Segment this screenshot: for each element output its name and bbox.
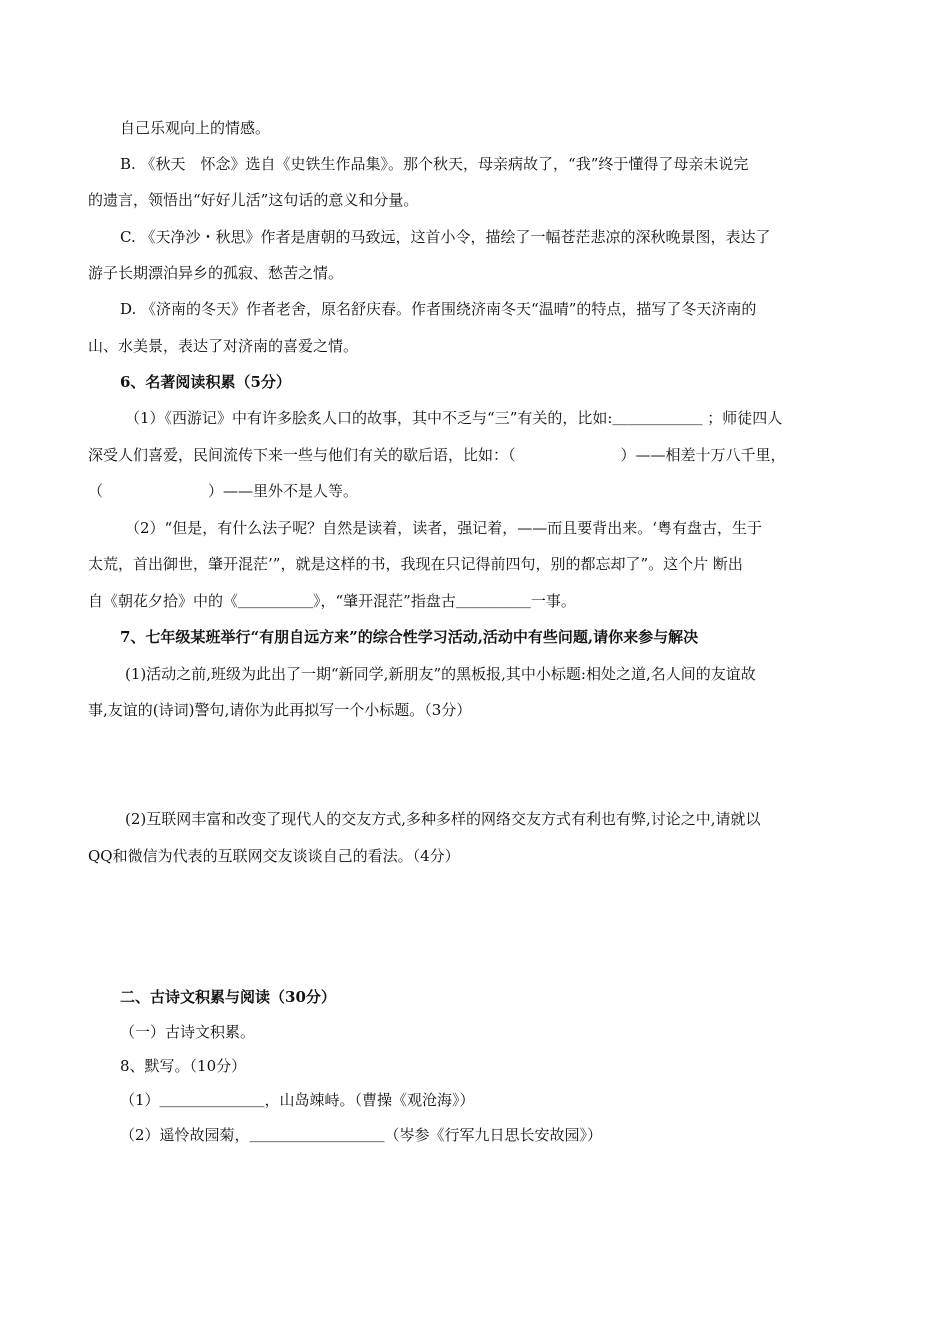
q8-item-2: （2）遥怜故园菊，＿＿＿＿＿＿＿＿＿（岑参《行军九日思长安故园》） [120,1126,603,1144]
question-8-title: 8、默写。（10分） [120,1057,247,1075]
q7-part2-line2: QQ和微信为代表的互联网交友谈谈自己的看法。（4分） [88,847,460,865]
option-b-line2: 的遗言，领悟出“好好儿活”这句话的意义和分量。 [88,191,419,209]
option-c-line2: 游子长期漂泊异乡的孤寂、愁苦之情。 [88,264,344,282]
question-6-title: 6、名著阅读积累（5分） [120,373,291,391]
question-7-title: 7、七年级某班举行“有朋自远方来”的综合性学习活动,活动中有些问题,请你来参与解决 [120,628,699,646]
option-b-line1: B. 《秋天 怀念》选自《史铁生作品集》。那个秋天，母亲病故了，“我”终于懂得了母亲未说完 [120,155,749,173]
option-c-line1: C. 《天净沙・秋思》作者是唐朝的马致远，这首小令，描绘了一幅苍茫悲凉的深秋晚景图，表达了 [120,228,771,246]
option-a-tail: 自己乐观向上的情感。 [120,119,271,137]
option-d-line2: 山、水美景，表达了对济南的喜爱之情。 [88,337,359,355]
section-2-subtitle: （一）古诗文积累。 [120,1023,256,1041]
option-d-line1: D. 《济南的冬天》作者老舍，原名舒庆春。作者围绕济南冬天“温晴”的特点，描写了冬天济南的 [120,300,757,318]
q6-part2-line3: 自《朝花夕拾》中的《＿＿＿＿＿》，“肇开混茫”指盘古＿＿＿＿＿一事。 [88,592,576,610]
q7-part1-line2: 事,友谊的(诗词)警句,请你为此再拟写一个小标题。（3分） [88,701,472,719]
q6-part2-line2: 太荒，首出御世，肇开混茫’”，就是这样的书，我现在只记得前四句，别的都忘却了”。这个片 断出 [88,555,743,573]
q6-part1-line1: （1）《西游记》中有许多脍炙人口的故事，其中不乏与“三”有关的，比如:＿＿＿＿＿＿ ；师徒四人 [125,409,783,427]
q6-part1-line3: （ ）——里外不是人等。 [88,482,359,500]
q7-part1-line1: (1)活动之前,班级为此出了一期“新同学,新朋友”的黑板报,其中小标题:相处之道,名人间的友谊故 [125,665,756,683]
q6-part1-line2: 深受人们喜爱，民间流传下来一些与他们有关的歇后语，比如：（ ）——相差十万八千里， [88,446,786,464]
q6-part2-line1: （2）“但是，有什么法子呢？自然是读着，读者，强记着，——而且要背出来。‘粤有盘古，生于 [125,519,762,537]
q7-part2-line1: (2)互联网丰富和改变了现代人的交友方式,多种多样的网络交友方式有利也有弊,讨论之中,请就以 [125,810,761,828]
q8-item-1: （1）＿＿＿＿＿＿＿，山岛竦峙。（曹操《观沧海》） [120,1091,475,1109]
section-2-title: 二、古诗文积累与阅读（30分） [120,988,336,1006]
